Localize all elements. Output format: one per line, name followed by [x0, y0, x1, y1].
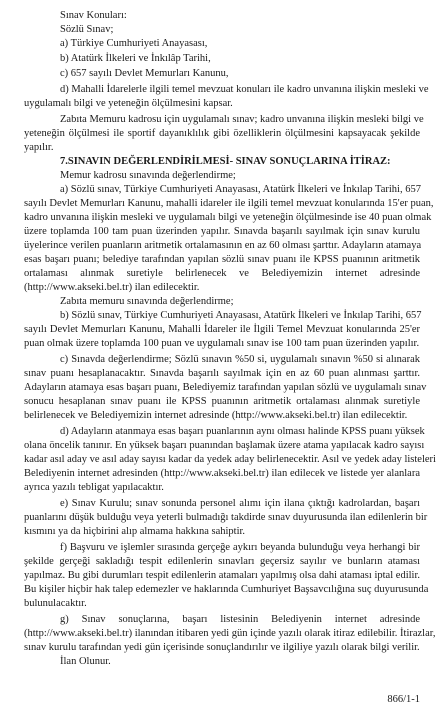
paragraph-line: üyelerince verilen puanların aritmetik ortalamasının en az 60 olması şarttır. Adayların atamaya: [24, 240, 422, 251]
topic-item-b: b) Atatürk İlkeleri ve İnkılâp Tarihi,: [60, 53, 211, 64]
paragraph-line: e) Sınav Kurulu; sınav sonunda personel alımı için ilana çıktığı kadrolardan, başarı: [60, 498, 420, 509]
paragraph-line: (http://www.akseki.bel.tr) ilan edilecektir.: [24, 282, 200, 293]
paragraph-line: belirlenecek ve Belediyemizin internet adresinde (http://www.akseki.bel.tr) ilan edilecektir.: [24, 410, 408, 421]
paragraph-line: şekilde gerçeği sakladığı tespit edilenlerin sınavları geçersiz sayılır ve bunların ataması: [24, 556, 420, 567]
paragraph-line: a) Sözlü sınav, Türkiye Cumhuriyeti Anayasası, Atatürk İlkeleri ve İnkılap Tarihi, 657: [60, 184, 421, 195]
zabita-degerlendirme-heading: Zabıta memuru sınavında değerlendirme;: [60, 296, 234, 307]
paragraph-line: yapılmaz. Bu gibi durumları tespit edilenlerin atamaları yapılmış olsa dahi ataması iptal edilir.: [24, 570, 420, 581]
paragraph-line: yeteneğin ölçülmesi ile sportif dayanıklılık gibi özelliklerin ölçülmesini kapsayacak şekilde: [24, 128, 420, 139]
paragraph-line: olana öncelik tanınır. En yüksek başarı puanından başlamak üzere atama yapılacak kadro sayısı: [24, 440, 425, 451]
paragraph-line: ayrıca yazılı tebligat yapılacaktır.: [24, 482, 164, 493]
paragraph-line: b) Sözlü sınav, Türkiye Cumhuriyeti Anayasası, Atatürk İlkeleri ve İnkılap Tarihi, 657: [60, 310, 422, 321]
paragraph-line: üzere toplamda 100 tam puan üzerinden yapılır. Sınavda başarılı sayılmak için sınav kurulu: [24, 226, 420, 237]
paragraph-line: bulunulacaktır.: [24, 598, 87, 609]
paragraph-line: sınav puanı hesaplanacaktır. Sınavda başarılı sayılmak için en az 60 puan alınması şarttır.: [24, 368, 420, 379]
topic-item-c: c) 657 sayılı Devlet Memurları Kanunu,: [60, 68, 229, 79]
paragraph-line: Belediyenin internet adresinden (http://www.akseki.bel.tr) ilan edilecek ve listede yer alanlara: [24, 468, 420, 479]
topic-item-d: d) Mahalli İdarelerle ilgili temel mevzuat konuları ile kadro unvanına ilişkin mesleki ve: [60, 84, 429, 95]
sozlu-sinav-heading: Sözlü Sınav;: [60, 24, 114, 35]
paragraph-line: puanlarını düşük bulduğu veya yeterli bulmadığı takdirde sınav duyurusunda ilan edilenlerin bir: [24, 512, 428, 523]
section-7-heading: 7.SINAVIN DEĞERLENDİRİLMESİ- SINAV SONUÇLARINA İTİRAZ:: [60, 156, 391, 167]
closing-line: İlan Olunur.: [60, 656, 111, 667]
paragraph-line: (http://www.akseki.bel.tr) ilanından itibaren yedi gün içinde yazılı olarak itiraz edilebilir. İtirazlar,: [24, 628, 436, 639]
paragraph-line: kısmını ya da hiçbirini alıp almama hakkına sahiptir.: [24, 526, 246, 537]
paragraph-line: sınav kurulu tarafından yedi gün içerisinde sonuçlandırılır ve ilgiliye yazılı olarak bilgi verilir.: [24, 642, 420, 653]
paragraph-line: puan olmak üzere toplamda 100 puan ve uygulamalı sınav ise 100 tam puan üzerinden yapılır.: [24, 338, 420, 349]
paragraph-line: Zabıta Memuru kadrosu için uygulamalı sınav; kadro unvanına ilişkin mesleki bilgi ve: [60, 114, 424, 125]
paragraph-line: esas başarı puanı; belediye tarafından yapılan sözlü sınav puanı ile KPSS puanının aritmetik: [24, 254, 420, 265]
paragraph-line: ortalaması alınmak suretiyle belirlenecek ve Belediyemizin internet adresinde: [24, 268, 420, 279]
paragraph-line: g) Sınav sonuçlarına, başarı listesinin Belediyenin internet adresinde: [60, 614, 420, 625]
paragraph-line: Bu kişiler hiçbir hak talep edemezler ve haklarında Cumhuriyet Başsavcılığına suç duyurusunda: [24, 584, 429, 595]
paragraph-line: yapılır.: [24, 142, 54, 153]
paragraph-line: sayılı Devlet Memurları Kanunu, mahalli idareler ile ilgili temel mevzuat konularında 15'er puan,: [24, 198, 434, 209]
paragraph-line: uygulamalı bilgi ve yeteneğin ölçülmesini kapsar.: [24, 98, 233, 109]
paragraph-line: kadro unvanına ilişkin mesleki ve uygulamalı bilgi ve yeteneğin ölçülmesinde ise 40 puan olmak: [24, 212, 432, 223]
section-heading-sinav-konulari: Sınav Konuları:: [60, 10, 127, 21]
paragraph-line: Adayların atamaya esas başarı puanı, Belediyemiz tarafından yapılan sözlü ve uygulamalı sınav: [24, 382, 427, 393]
memur-degerlendirme-heading: Memur kadrosu sınavında değerlendirme;: [60, 170, 236, 181]
paragraph-line: c) Sınavda değerlendirme; Sözlü sınavın %50 si, uygulamalı sınavın %50 si alınarak: [60, 354, 420, 365]
topic-item-a: a) Türkiye Cumhuriyeti Anayasası,: [60, 38, 208, 49]
paragraph-line: sonucu hesaplanan sınav puanı ile KPSS puanının aritmetik ortalaması alınmak suretiyle: [24, 396, 420, 407]
paragraph-line: sayılı Devlet Memurları Kanunu, Mahalli İdareler ile İlgili Temel Mevzuat konularında 25'er: [24, 324, 420, 335]
paragraph-line: d) Adayların atanmaya esas başarı puanlarının aynı olması halinde KPSS puanı yüksek: [60, 426, 425, 437]
paragraph-line: kadar asıl aday ve asıl aday sayısı kadar da yedek aday belirlenecektir. Asıl ve yedek aday listeleri: [24, 454, 436, 465]
reference-number: 866/1-1: [387, 694, 420, 705]
paragraph-line: f) Başvuru ve işlemler sırasında gerçeğe aykırı beyanda bulunduğu veya herhangi bir: [60, 542, 420, 553]
